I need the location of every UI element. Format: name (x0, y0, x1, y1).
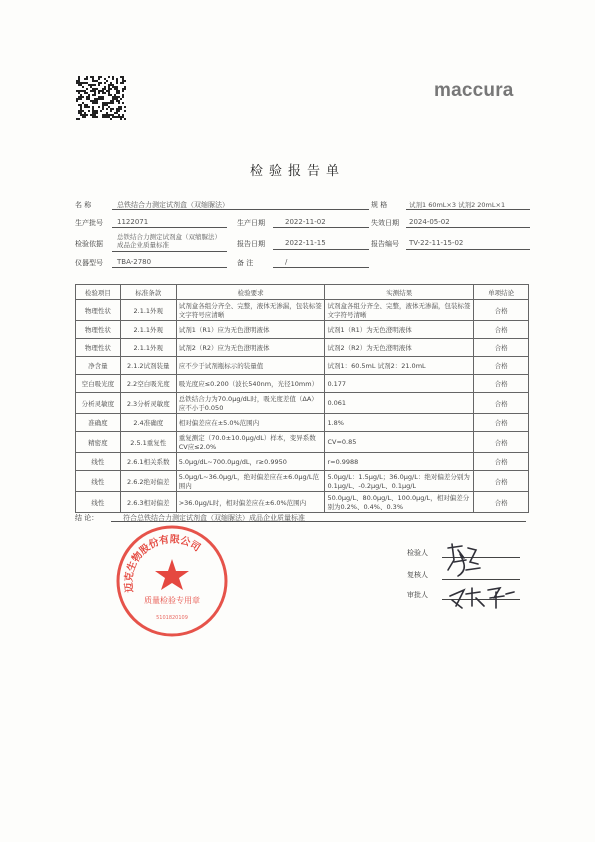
result-cell: 试剂1（R1）为无色澄明液体 (325, 321, 474, 339)
requirement-cell: 5.0μg/dL~700.0μg/dL，r≥0.9950 (176, 453, 325, 471)
requirement-cell: 试剂盒各组分齐全、完整，液体无渗漏，包装标签文字符号应清晰 (176, 300, 325, 321)
clause-cell: 2.3分析灵敏度 (120, 393, 176, 414)
remark-label: 备 注 (237, 259, 254, 267)
requirement-cell: 总铁结合力为70.0μg/dL时，吸光度差值（ΔA）应不小于0.050 (176, 393, 325, 414)
inspection-table (75, 284, 529, 513)
item-cell: 线性 (76, 453, 121, 471)
requirement-cell: 试剂1（R1）应为无色澄明液体 (176, 321, 325, 339)
result-cell: 试剂2（R2）为无色澄明液体 (325, 339, 474, 357)
product-name-label: 名 称 (75, 201, 92, 209)
brand-logo: maccura (434, 80, 514, 101)
item-cell: 线性 (76, 471, 121, 492)
table-row (76, 375, 529, 393)
table-row (76, 321, 529, 339)
verdict-cell: 合格 (474, 414, 529, 432)
report-info (75, 195, 530, 271)
item-cell: 物理性状 (76, 321, 121, 339)
clause-cell: 2.1.2试剂装量 (120, 357, 176, 375)
requirement-cell: >36.0μg/L时，相对偏差应在±6.0%范围内 (176, 492, 325, 513)
seal-sub: 质量检验专用章 (144, 596, 200, 605)
clause-cell: 2.2空白吸光度 (120, 375, 176, 393)
conclusion-label: 结 论： (75, 514, 99, 522)
verdict-cell: 合格 (474, 375, 529, 393)
clause-cell: 2.6.2绝对偏差 (120, 471, 176, 492)
clause-cell: 2.1.1外观 (120, 321, 176, 339)
verdict-cell: 合格 (474, 453, 529, 471)
basis-label: 检验依据 (75, 240, 103, 248)
column-header: 检验要求 (176, 285, 325, 300)
reviewer-label: 复核人 (407, 571, 428, 579)
batch-value: 1122071 (117, 218, 149, 226)
requirement-cell: 试剂2（R2）应为无色澄明液体 (176, 339, 325, 357)
seal-code: 5101820109 (156, 615, 188, 621)
column-header: 标准条款 (120, 285, 176, 300)
verdict-cell: 合格 (474, 339, 529, 357)
verdict-cell: 合格 (474, 300, 529, 321)
underline (273, 253, 369, 268)
requirement-cell: 相对偏差应在±5.0%范围内 (176, 414, 325, 432)
item-cell: 空白吸光度 (76, 375, 121, 393)
result-cell: CV=0.85 (325, 432, 474, 453)
clause-cell: 2.6.3相对偏差 (120, 492, 176, 513)
clause-cell: 2.1.1外观 (120, 339, 176, 357)
verdict-cell: 合格 (474, 321, 529, 339)
report-no: TV-22-11-15-02 (409, 239, 464, 247)
instrument-label: 仪器型号 (75, 259, 103, 267)
item-cell: 物理性状 (76, 339, 121, 357)
verdict-cell: 合格 (474, 393, 529, 414)
requirement-cell: 应不少于试剂瓶标示的装量值 (176, 357, 325, 375)
item-cell: 净含量 (76, 357, 121, 375)
column-header: 检验项目 (76, 285, 121, 300)
clause-cell: 2.5.1重复性 (120, 432, 176, 453)
basis-value: 总铁结合力测定试剂盒（双缩脲法）成品企业质量标准 (117, 233, 221, 249)
item-cell: 精密度 (76, 432, 121, 453)
item-cell: 分析灵敏度 (76, 393, 121, 414)
requirement-cell: 吸光度应≤0.200（波长540nm，光径10mm） (176, 375, 325, 393)
column-header: 单项结论 (474, 285, 529, 300)
requirement-cell: 重复测定（70.0±10.0μg/dL）样本，变异系数CV应≤2.0% (176, 432, 325, 453)
report-date: 2022-11-15 (285, 239, 326, 247)
approver-signature (446, 584, 518, 610)
result-cell: 试剂盒各组分齐全、完整，液体无渗漏，包装标签文字符号清晰 (325, 300, 474, 321)
expiry-label: 失效日期 (371, 219, 399, 227)
report-date-label: 报告日期 (237, 240, 265, 248)
page-title: 检验报告单 (249, 164, 345, 179)
table-row (76, 492, 529, 513)
company-seal (114, 523, 230, 639)
conclusion-text: 符合总铁结合力测定试剂盒（双缩脲法）成品企业质量标准 (123, 514, 305, 522)
verdict-cell: 合格 (474, 357, 529, 375)
table-row (76, 432, 529, 453)
batch-label: 生产批号 (75, 219, 103, 227)
result-cell: 5.0μg/L：1.5μg/L；36.0μg/L：绝对偏差分别为0.1μg/L、-0.2μg/L、0.1μg/L (325, 471, 474, 492)
clause-cell: 2.1.1外观 (120, 300, 176, 321)
item-cell: 准确度 (76, 414, 121, 432)
result-cell: 1.8% (325, 414, 474, 432)
remark-value: / (285, 258, 288, 266)
expiry-date: 2024-05-02 (409, 218, 450, 226)
column-header: 实测结果 (325, 285, 474, 300)
result-cell: 0.061 (325, 393, 474, 414)
item-cell: 线性 (76, 492, 121, 513)
item-cell: 物理性状 (76, 300, 121, 321)
table-row (76, 471, 529, 492)
inspector-signature (444, 540, 484, 580)
report-no-label: 报告编号 (371, 240, 399, 248)
requirement-cell: 5.0μg/L~36.0μg/L，绝对偏差应在±6.0μg/L范围内 (176, 471, 325, 492)
result-cell: 试剂1：60.5mL 试剂2：21.0mL (325, 357, 474, 375)
spec-label: 规 格 (371, 201, 388, 209)
verdict-cell: 合格 (474, 492, 529, 513)
product-name: 总铁结合力测定试剂盒（双缩脲法） (117, 201, 229, 209)
instrument-value: TBA-2780 (117, 258, 152, 266)
table-header-row (76, 285, 529, 300)
table-row (76, 414, 529, 432)
clause-cell: 2.4准确度 (120, 414, 176, 432)
result-cell: 50.0μg/L、80.0μg/L、100.0μg/L，相对偏差分别为0.2%、0.4%、0.3% (325, 492, 474, 513)
result-cell: r=0.9988 (325, 453, 474, 471)
clause-cell: 2.6.1相关系数 (120, 453, 176, 471)
verdict-cell: 合格 (474, 471, 529, 492)
table-row (76, 357, 529, 375)
verdict-cell: 合格 (474, 432, 529, 453)
mfg-date: 2022-11-02 (285, 218, 326, 226)
inspector-label: 检验人 (407, 549, 428, 557)
table-row (76, 339, 529, 357)
approver-label: 审批人 (407, 591, 428, 599)
result-cell: 0.177 (325, 375, 474, 393)
qr-code-icon (76, 76, 126, 120)
seal-org: 迈克生物股份有限公司 (123, 534, 202, 594)
table-row (76, 300, 529, 321)
spec-value: 试剂1 60mL×3 试剂2 20mL×1 (409, 201, 506, 209)
table-row (76, 453, 529, 471)
table-row (76, 393, 529, 414)
mfg-date-label: 生产日期 (237, 219, 265, 227)
